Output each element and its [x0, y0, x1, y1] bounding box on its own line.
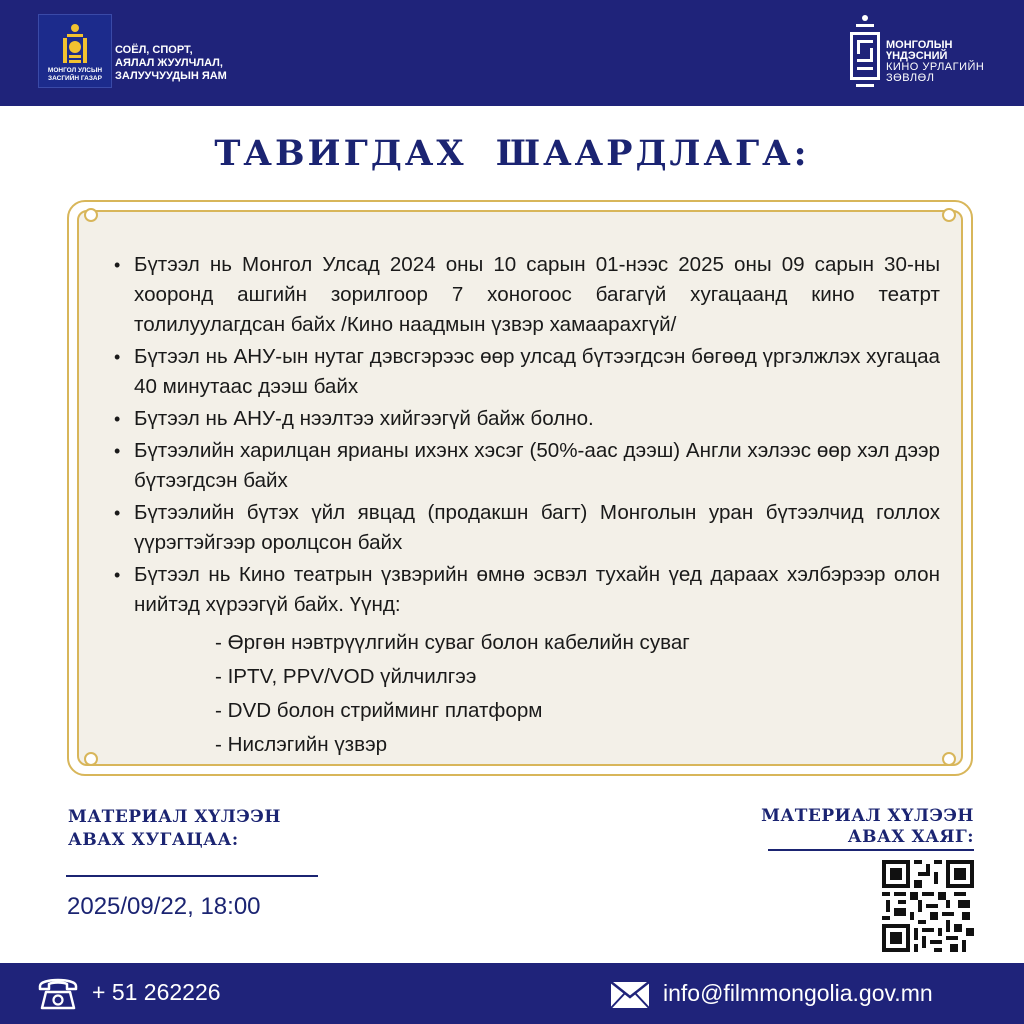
council-name-line3: КИНО УРЛАГИЙН — [886, 61, 985, 73]
frame-corner-ornament — [84, 208, 98, 222]
requirement-text: Бүтээл нь Монгол Улсад 2024 оны 10 сарын 01-нээс 2025 оны 09 сарын 30-ны хооронд ашгийн зорилгоор 7 хоногоос багагүй хугацаанд кино театрт толилуулагдсан байх /Кино наадмын үзвэр хамаарахгүй/ — [134, 253, 940, 336]
council-name-line1: МОНГОЛЫН — [886, 39, 953, 51]
phone-icon — [36, 972, 80, 1012]
bullet: • — [114, 565, 121, 585]
bullet: • — [114, 503, 121, 523]
sub-list-item: - DVD болон стрийминг платформ — [215, 699, 543, 722]
page-title: ТАВИГДАХ ШААРДЛАГА: — [214, 133, 810, 174]
list-item — [112, 498, 940, 558]
list-item — [112, 342, 940, 402]
sub-list-item: - Нислэгийн үзвэр — [215, 733, 388, 756]
bullet: • — [114, 347, 121, 367]
address-divider — [768, 849, 974, 851]
bullet: • — [114, 255, 121, 275]
frame-corner-ornament — [942, 208, 956, 222]
list-item — [112, 404, 940, 434]
bullet: • — [114, 441, 121, 461]
phone-number[interactable]: + 51 262226 — [92, 979, 221, 1005]
list-item — [112, 560, 940, 620]
sub-list-item: - Өргөн нэвтрүүлгийн суваг болон кабелийн суваг — [215, 631, 690, 654]
requirements-list — [112, 250, 940, 622]
requirement-text: Бүтээлийн бүтэх үйл явцад (продакшн багт) Монголын уран бүтээлчид голлох үүрэгтэйгээр оролцсон байх — [134, 501, 940, 554]
address-label: МАТЕРИАЛ ХҮЛЭЭН АВАХ ХАЯГ: — [761, 806, 974, 847]
frame-corner-ornament — [84, 752, 98, 766]
government-emblem — [38, 14, 112, 88]
council-name-line2: ҮНДЭСНИЙ — [886, 50, 948, 62]
qr-code-icon[interactable] — [882, 860, 974, 952]
council-name — [886, 40, 1006, 84]
requirement-text: Бүтээл нь АНУ-ын нутаг дэвсгэрээс өөр улсад бүтээгдсэн бөгөөд үргэлжлэх хугацаа 40 минутаас дээш байх — [134, 345, 940, 398]
distribution-channels-list — [215, 626, 690, 762]
list-item — [112, 250, 940, 340]
requirement-text: Бүтээл нь Кино театрын үзвэрийн өмнө эсвэл тухайн үед дараах хэлбэрээр олон нийтэд хүрээгүй байх. Үүнд: — [134, 563, 940, 616]
council-logo-icon — [848, 14, 882, 90]
requirement-text: Бүтээлийн харилцан ярианы ихэнх хэсэг (50%-аас дээш) Англи хэлээс өөр хэл дээр бүтээгдсэн байх — [134, 439, 940, 492]
frame-corner-ornament — [942, 752, 956, 766]
requirement-text: Бүтээл нь АНУ-д нээлтээ хийгээгүй байж болно. — [134, 407, 594, 430]
list-item — [112, 436, 940, 496]
soyombo-emblem-icon — [57, 23, 93, 67]
deadline-value: 2025/09/22, 18:00 — [67, 893, 261, 920]
council-name-line4: ЗӨВЛӨЛ — [886, 72, 935, 84]
bullet: • — [114, 409, 121, 429]
mail-icon — [609, 980, 651, 1010]
deadline-divider — [66, 875, 318, 877]
emblem-caption: МОНГОЛ УЛСЫН ЗАСГИЙН ГАЗАР — [47, 67, 103, 82]
ministry-name: СОЁЛ, СПОРТ, АЯЛАЛ ЖУУЛЧЛАЛ, ЗАЛУУЧУУДЫН ЯАМ — [115, 44, 227, 82]
sub-list-item: - IPTV, PPV/VOD үйлчилгээ — [215, 665, 477, 688]
deadline-label: МАТЕРИАЛ ХҮЛЭЭН АВАХ ХУГАЦАА: — [68, 807, 281, 850]
email-link[interactable]: info@filmmongolia.gov.mn — [663, 980, 933, 1006]
